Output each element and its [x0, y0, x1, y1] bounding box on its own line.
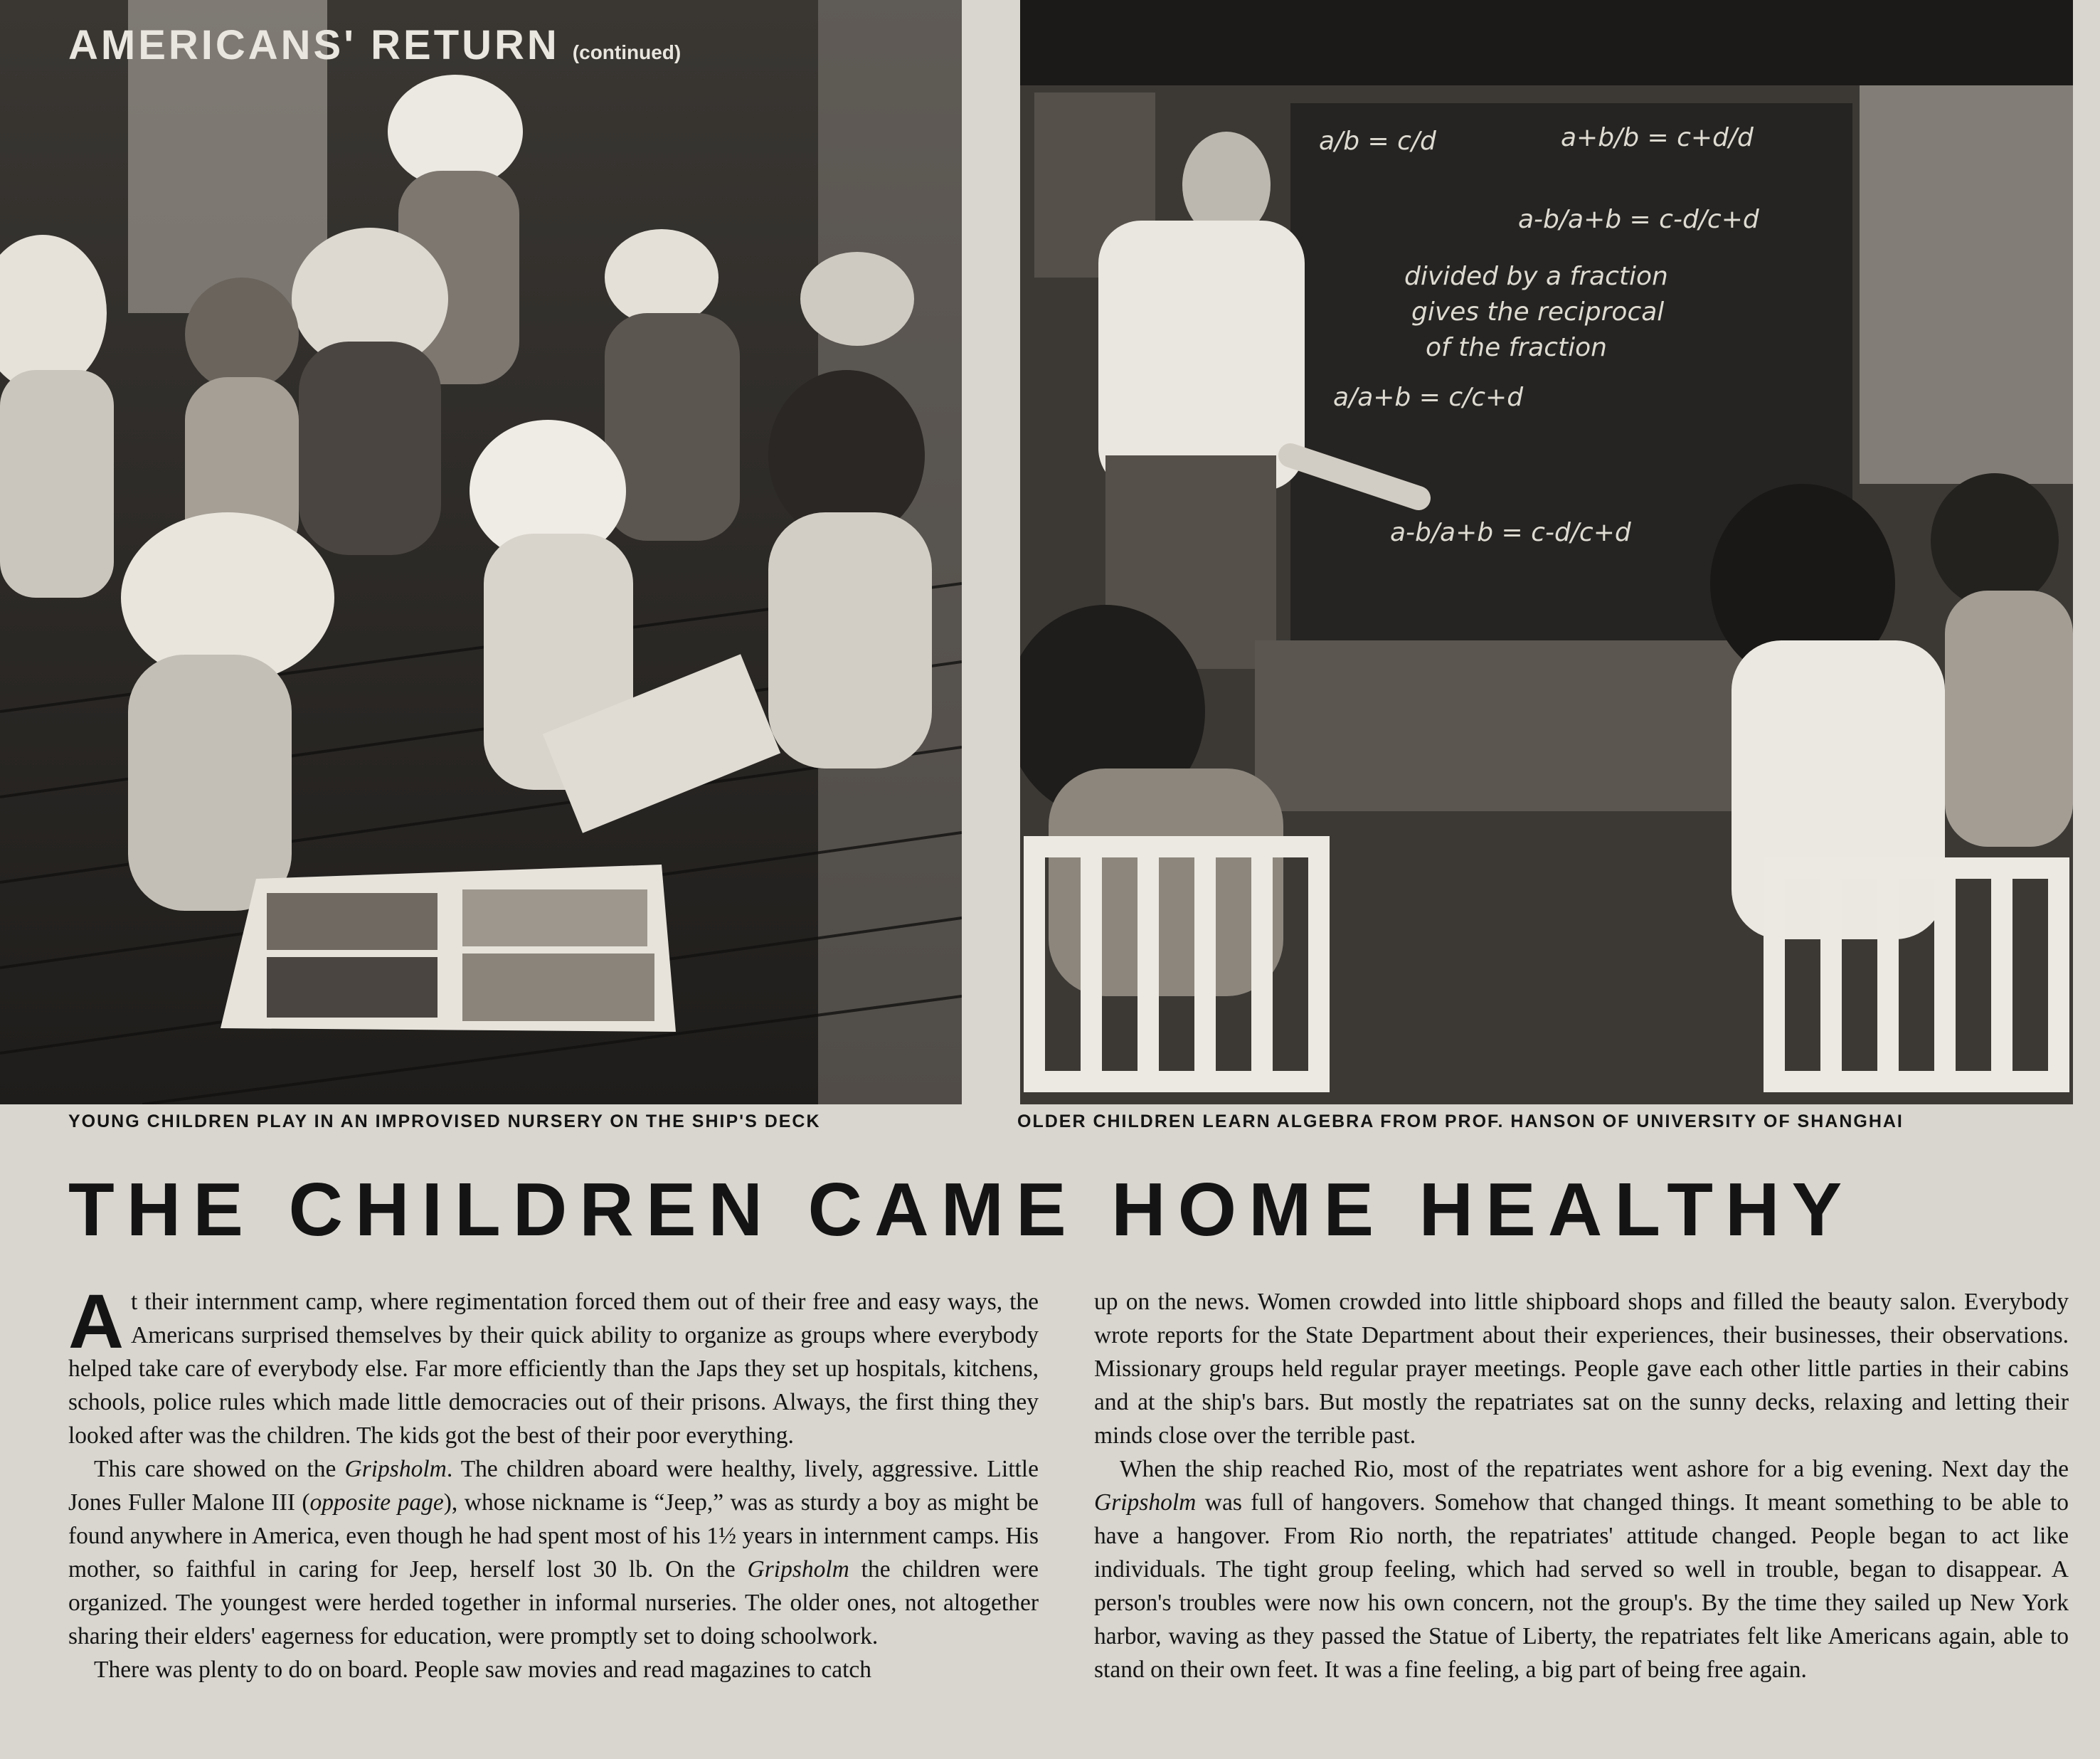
paragraph-text: up on the news. Women crowded into little shipboard shops and filled the beauty salon. Everybody wrote reports for the State Department about their experiences, their businesses, their observations. Missionary groups held regular prayer meetings. People gave each other little parties in their cabins and at the ship's bars. But mostly the repatriates sat on the sunny decks, relaxing and letting their minds close over the terrible past. [1094, 1289, 2069, 1449]
child [768, 512, 932, 768]
chalk-line-2: a+b/b = c+d/d [1561, 123, 1754, 152]
child [128, 655, 292, 911]
photo-caption-algebra: OLDER CHILDREN LEARN ALGEBRA FROM PROF. HANSON OF UNIVERSITY OF SHANGHAI [1017, 1111, 1904, 1131]
paragraph-text: t their internment camp, where regimentation forced them out of their free and easy ways, the Americans surprised themselves by their quick ability to organize as groups where everybody helped take care of everybody else. Far more efficiently than the Japs they set up hospitals, kitchens, schools, police rules which made little democracies out of their prisons. Always, the first thing they looked after was the children. The kids got the best of their poor everything. [68, 1289, 1039, 1449]
chalk-line-7: a/a+b = c/c+d [1333, 383, 1524, 412]
ship-name: Gripsholm [344, 1456, 447, 1482]
ship-name: Gripsholm [1094, 1489, 1197, 1516]
article-paragraph [1094, 1452, 2069, 1686]
chalk-line-4: divided by a fraction [1404, 262, 1668, 291]
child [0, 370, 114, 598]
article-paragraph [1094, 1285, 2069, 1452]
ship-name: Gripsholm [747, 1556, 849, 1583]
ceiling [1020, 0, 2073, 85]
article-paragraph [68, 1452, 1039, 1653]
article-paragraph [68, 1278, 1039, 1452]
chalk-line-1: a/b = c/d [1319, 127, 1436, 156]
chalk-line-8: a-b/a+b = c-d/c+d [1390, 518, 1631, 547]
comic-magazine [221, 865, 676, 1032]
child [605, 313, 740, 541]
classroom-photo-illustration [1020, 0, 2073, 1104]
paragraph-text: was full of hangovers. Somehow that changed things. It meant something to be able to have a hangover. From Rio north, the repatriates' attitude changed. People began to act like individuals. The tight group feeling, which had served so well in trouble, began to disappear. A person's troubles were now his own concern, not the group's. By the time they sailed up New York harbor, waving as they passed the Statue of Liberty, the repatriates felt like Americans again, able to stand on their own feet. It was a fine feeling, a big part of being free again. [1094, 1489, 2069, 1683]
photo-algebra-class [1020, 0, 2073, 1104]
kicker-title: AMERICANS' RETURN [68, 22, 560, 68]
child-head [185, 278, 299, 391]
photo-caption-nursery: YOUNG CHILDREN PLAY IN AN IMPROVISED NURSERY ON THE SHIP'S DECK [68, 1111, 821, 1131]
nursery-photo-illustration [0, 0, 962, 1104]
article-column-left [68, 1278, 1039, 1686]
kicker-note: (continued) [572, 41, 682, 63]
chalk-line-5: gives the reciprocal [1411, 297, 1665, 327]
article-column-right [1094, 1285, 2069, 1686]
sunhat [605, 229, 718, 326]
cross-reference: opposite page [309, 1489, 444, 1516]
sunhat [800, 252, 914, 346]
paragraph-text: When the ship reached Rio, most of the repatriates went ashore for a big evening. Next day the [1120, 1456, 2069, 1482]
paragraph-text: This care showed on the [94, 1456, 345, 1482]
paragraph-text: the children were organized. The youngest were herded together in informal nurseries. The older ones, not altogether sharing their elders' eagerness for education, were promptly set to doing schoolwork. [68, 1556, 1039, 1649]
chalk-line-3: a-b/a+b = c-d/c+d [1518, 205, 1759, 234]
drop-cap: A [68, 1278, 124, 1364]
headline: THE CHILDREN CAME HOME HEALTHY [68, 1168, 1855, 1252]
photo-nursery [0, 0, 962, 1104]
paragraph-text: There was plenty to do on board. People saw movies and read magazines to catch [94, 1657, 872, 1683]
article-paragraph [68, 1653, 1039, 1686]
child [299, 342, 441, 555]
chalk-line-6: of the fraction [1426, 333, 1607, 362]
paragraph-text: ), whose nickname is “Jeep,” was as sturdy a boy as might be found anywhere in America, even though he had spent most of his 1½ years in internment camps. His mother, so faithful in caring for Jeep, herself lost 30 lb. On the [68, 1489, 1039, 1583]
section-kicker [68, 21, 681, 69]
paragraph-text: . The children aboard were healthy, lively, aggressive. Little Jones Fuller Malone III ( [68, 1456, 1039, 1516]
wall-panel [1860, 85, 2073, 484]
